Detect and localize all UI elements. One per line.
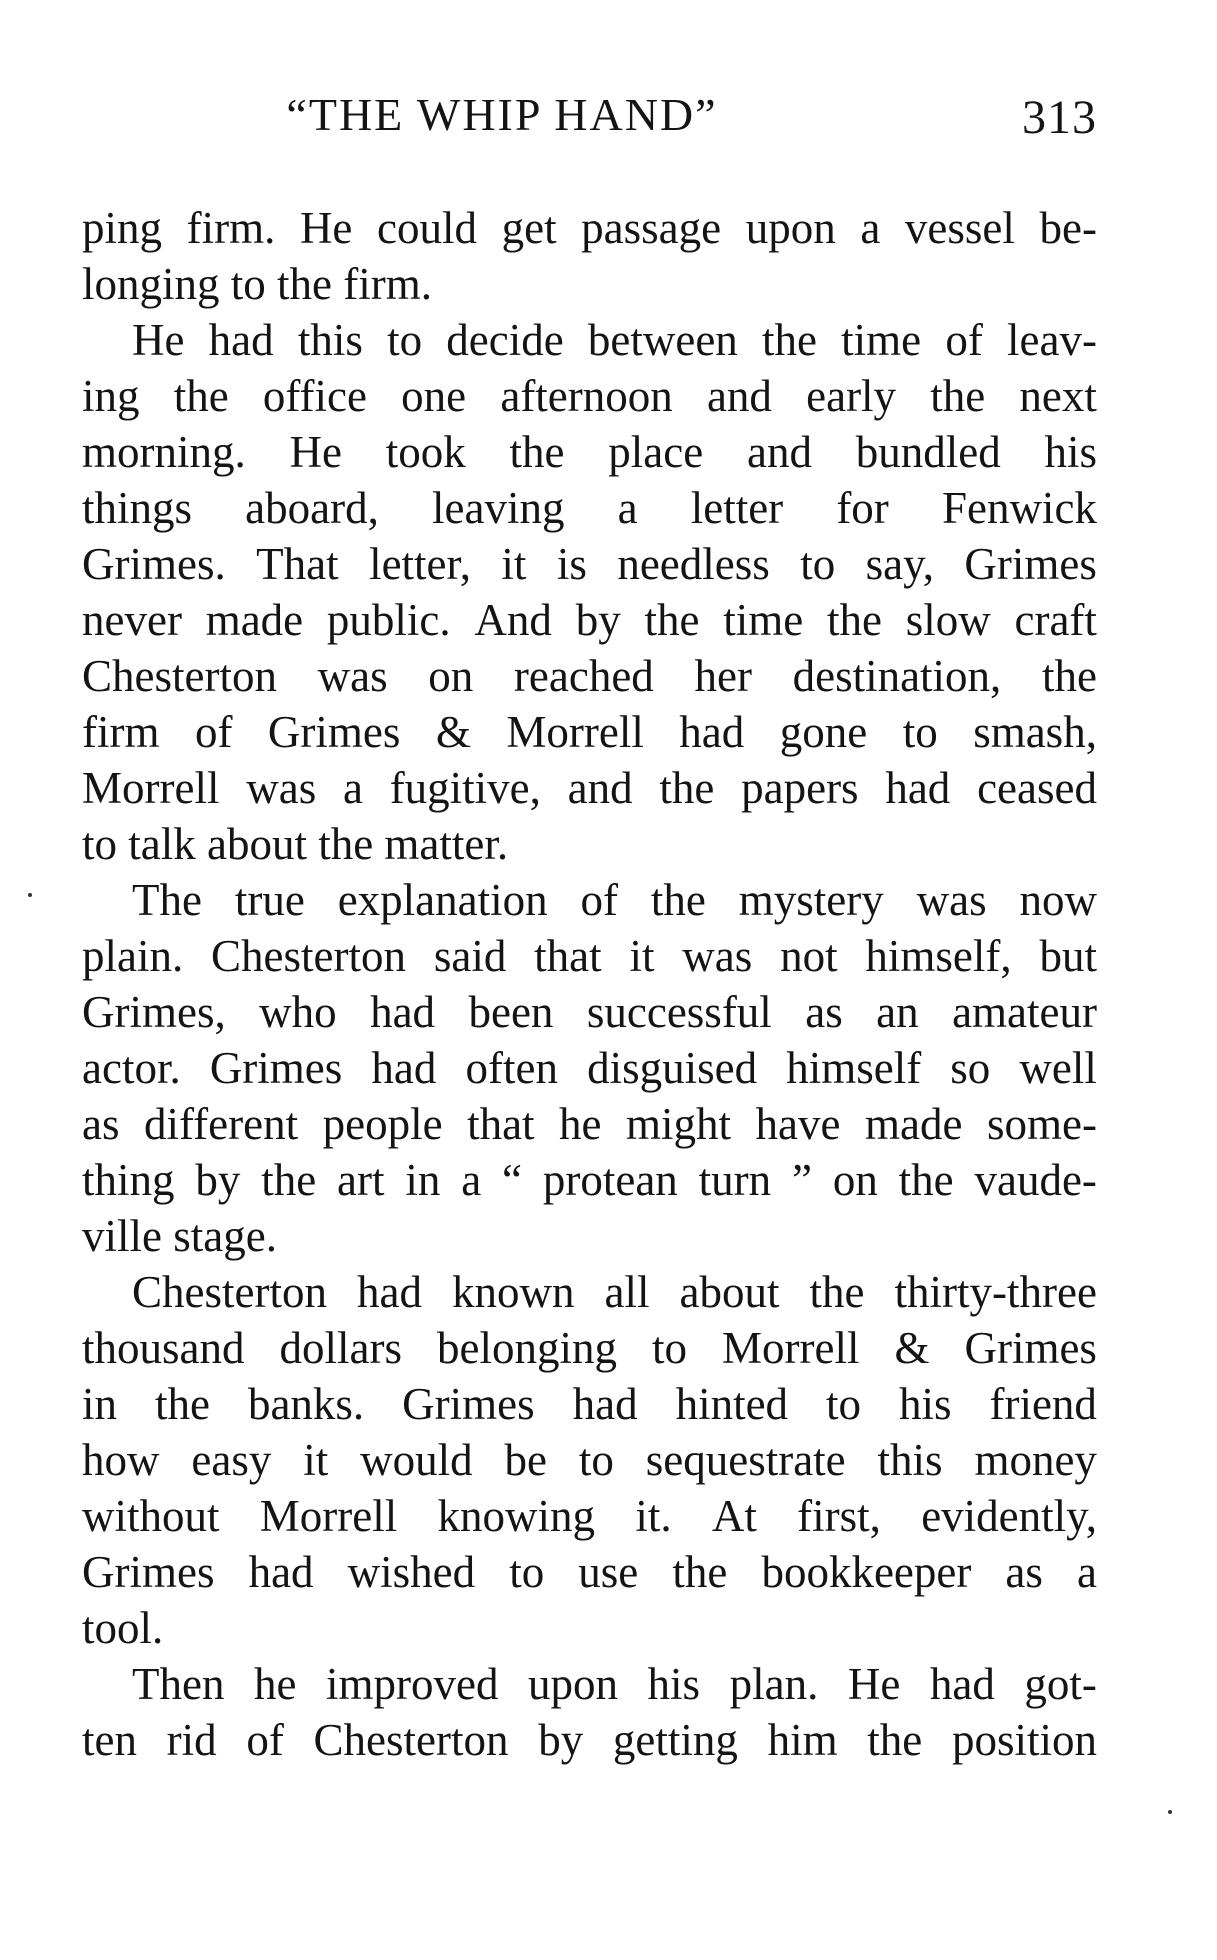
text-line: longing to the firm. bbox=[82, 259, 432, 309]
text-line: plain. Chesterton said that it was not himself, but bbox=[82, 931, 1097, 981]
body-text bbox=[82, 200, 1097, 1768]
text-line: Chesterton had known all about the thirty-three bbox=[132, 1267, 1097, 1317]
print-speck bbox=[28, 893, 32, 897]
text-line: Grimes. That letter, it is needless to say, Grimes bbox=[82, 539, 1097, 589]
text-line: Grimes had wished to use the bookkeeper as a bbox=[82, 1547, 1097, 1597]
text-line: ping firm. He could get passage upon a vessel be- bbox=[82, 203, 1097, 253]
text-line: thousand dollars belonging to Morrell & Grimes bbox=[82, 1323, 1097, 1373]
text-line: ville stage. bbox=[82, 1211, 277, 1261]
text-line: Chesterton was on reached her destination, the bbox=[82, 651, 1097, 701]
text-line: ten rid of Chesterton by getting him the position bbox=[82, 1715, 1097, 1765]
text-line: ing the office one afternoon and early the next bbox=[82, 371, 1097, 421]
text-line: morning. He took the place and bundled his bbox=[82, 427, 1097, 477]
text-line: The true explanation of the mystery was now bbox=[132, 875, 1097, 925]
text-line: never made public. And by the time the slow craft bbox=[82, 595, 1097, 645]
text-line: He had this to decide between the time of leav- bbox=[132, 315, 1097, 365]
text-line: things aboard, leaving a letter for Fenwick bbox=[82, 483, 1097, 533]
text-line: actor. Grimes had often disguised himself so well bbox=[82, 1043, 1097, 1093]
page-number: 313 bbox=[1022, 91, 1097, 144]
text-line: tool. bbox=[82, 1603, 164, 1653]
text-line: firm of Grimes & Morrell had gone to smash, bbox=[82, 707, 1097, 757]
text-line: as different people that he might have made some- bbox=[82, 1099, 1097, 1149]
text-line: how easy it would be to sequestrate this money bbox=[82, 1435, 1097, 1485]
text-line: thing by the art in a “ protean turn ” on the vaude- bbox=[82, 1155, 1097, 1205]
running-head bbox=[82, 88, 1097, 148]
text-line: in the banks. Grimes had hinted to his friend bbox=[82, 1379, 1097, 1429]
print-speck bbox=[1168, 1810, 1172, 1814]
text-line: to talk about the matter. bbox=[82, 819, 509, 869]
text-line: without Morrell knowing it. At first, evidently, bbox=[82, 1491, 1097, 1541]
text-line: Morrell was a fugitive, and the papers had ceased bbox=[82, 763, 1097, 813]
text-line: Then he improved upon his plan. He had got- bbox=[132, 1659, 1097, 1709]
text-line: Grimes, who had been successful as an amateur bbox=[82, 987, 1097, 1037]
running-title: “THE WHIP HAND” bbox=[286, 89, 718, 140]
